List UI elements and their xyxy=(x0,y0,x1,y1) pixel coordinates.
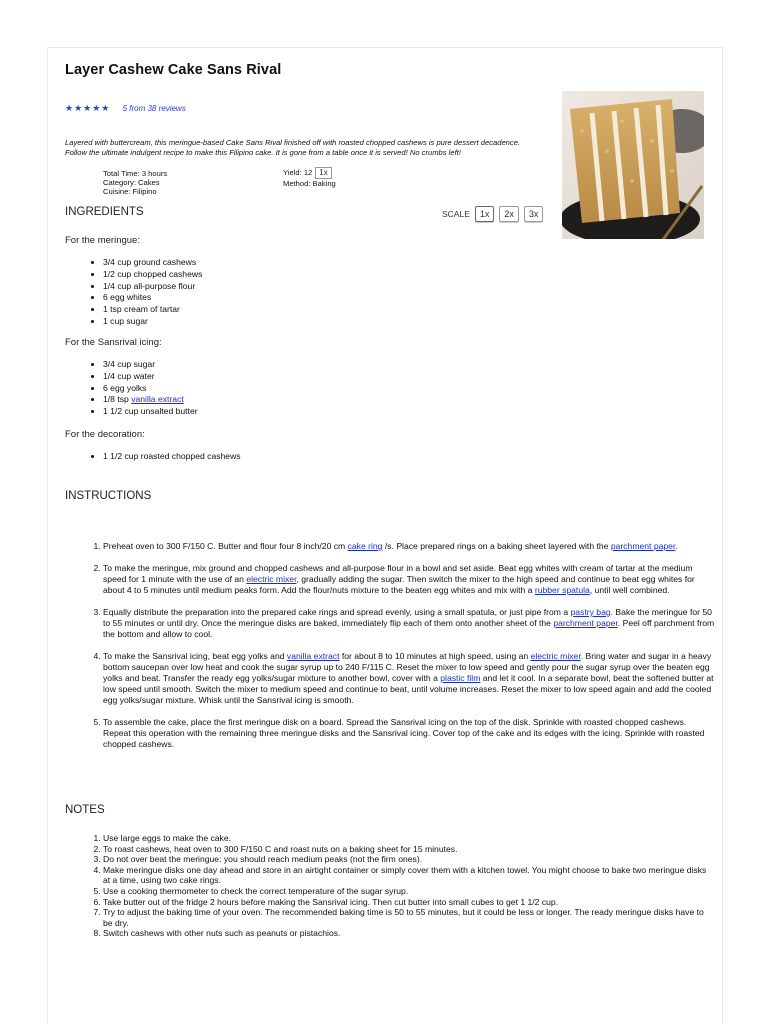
cuisine: Cuisine: Filipino xyxy=(103,187,157,196)
ingredient-list-meringue xyxy=(88,257,202,328)
cake-image-icon xyxy=(562,91,704,239)
yield: Yield: 12 1x xyxy=(283,167,336,179)
note-item: 7. Try to adjust the baking time of your oven. The recommended baking time is 50 to 55 minutes, but it could be less or longer. The ready meringue disks have to be dry. xyxy=(103,907,715,928)
rating-text: 5 from 38 reviews xyxy=(122,104,186,113)
list-item: • 6 egg whites xyxy=(103,292,202,304)
list-item: • 3/4 cup ground cashews xyxy=(103,257,202,269)
scale-3x-button[interactable]: 3x xyxy=(524,206,544,222)
list-item: • 1/2 cup chopped cashews xyxy=(103,269,202,281)
rubber-spatula-link[interactable]: rubber spatula xyxy=(534,585,590,595)
note-item: 8. Switch cashews with other nuts such as peanuts or pistachios. xyxy=(103,928,715,939)
instructions-heading: INSTRUCTIONS xyxy=(65,490,152,502)
electric-mixer-link[interactable]: electric mixer xyxy=(530,651,581,661)
instruction-step: 5. To assemble the cake, place the first meringue disk on a board. Spread the Sansrival icing on the top of the disk. Sprinkle with roasted chopped cashews. Repeat this operation with the remaining three meringue disks and the Sansrival icing. Cover top of the cake and its edges with the icing. Sprinkle with roasted chopped cashews. xyxy=(103,717,715,750)
ingredient-group-title: For the Sansrival icing: xyxy=(65,337,162,348)
note-item: 6. Take butter out of the fridge 2 hours before making the Sansrival icing. Then cut butter into small cubes to get 1 1/2 cup. xyxy=(103,897,715,908)
scale-2x-button[interactable]: 2x xyxy=(499,206,519,222)
recipe-meta-left xyxy=(103,169,167,196)
ingredient-group-title: For the meringue: xyxy=(65,235,140,246)
ingredient-list-icing xyxy=(88,359,198,418)
list-item: • 1 1/2 cup roasted chopped cashews xyxy=(103,451,241,463)
list-item: • 1/4 cup water xyxy=(103,371,198,383)
recipe-title: Layer Cashew Cake Sans Rival xyxy=(65,62,282,78)
category: Category: Cakes xyxy=(103,178,160,187)
note-item: 2. To roast cashews, heat oven to 300 F/150 C and roast nuts on a baking sheet for 15 minutes. xyxy=(103,844,715,855)
instructions-list xyxy=(88,541,715,761)
note-item: 1. Use large eggs to make the cake. xyxy=(103,833,715,844)
list-item: • 1/8 tsp vanilla extract xyxy=(103,394,198,406)
star-rating-icon[interactable]: ★★★★★ xyxy=(65,103,111,113)
scale-label: SCALE xyxy=(442,209,470,219)
recipe-meta-right xyxy=(283,167,336,188)
vanilla-extract-link[interactable]: vanilla extract xyxy=(131,394,184,405)
ingredient-list-decoration xyxy=(88,451,241,463)
ingredients-heading: INGREDIENTS xyxy=(65,206,144,218)
recipe-photo xyxy=(562,91,704,239)
list-item: • 1 tsp cream of tartar xyxy=(103,304,202,316)
method: Method: Baking xyxy=(283,179,336,188)
parchment-paper-link[interactable]: parchment paper xyxy=(553,618,618,628)
notes-list xyxy=(88,833,715,939)
pastry-bag-link[interactable]: pastry bag xyxy=(570,607,611,617)
list-item: • 6 egg yolks xyxy=(103,383,198,395)
ingredient-group-title: For the decoration: xyxy=(65,429,145,440)
instruction-step: 4. To make the Sansrival icing, beat egg yolks and vanilla extract for about 8 to 10 minutes at high speed, using an electric mixer. Bring water and sugar in a heavy bottom saucepan over low heat and cook the sugar syrup up to 240 F/115 C. Reset the mixer to low speed and gently pour the sugar syrup over the beaten egg yolks and beat. Transfer the ready egg yolks/sugar mixture to another bowl, cover with a plastic film and let it cool. In a separate bowl, beat the softened butter at low speed until smooth. Switch the mixer to medium speed and continue to beat, until volume increases. Reset the mixer to low speed again and add the cooled egg yolks/sugar mixture. Whisk until the Sansrival icing is smooth. xyxy=(103,651,715,706)
rating[interactable] xyxy=(65,103,186,114)
scale-1x-button[interactable]: 1x xyxy=(475,206,495,222)
electric-mixer-link[interactable]: electric mixer xyxy=(246,574,297,584)
yield-scale-button[interactable]: 1x xyxy=(315,167,331,179)
notes-heading: NOTES xyxy=(65,804,105,816)
list-item: • 3/4 cup sugar xyxy=(103,359,198,371)
vanilla-extract-link[interactable]: vanilla extract xyxy=(286,651,340,661)
scale-control xyxy=(442,206,543,222)
note-item: 4. Make meringue disks one day ahead and store in an airtight container or simply cover them with a kitchen towel. You might choose to bake two meringue disks at a time, using two cake rings. xyxy=(103,865,715,886)
cake-ring-link[interactable]: cake ring xyxy=(347,541,383,551)
instruction-step: 2. To make the meringue, mix ground and chopped cashews and all-purpose flour in a bowl and set aside. Beat egg whites with cream of tartar at the medium speed for 1 minute with the use of an electric mixer, gradually adding the sugar. Then switch the mixer to the high speed and continue to beat egg whites for about 4 to 5 minutes until medium peaks form. Add the flour/nuts mixture to the beaten egg whites and mix with a rubber spatula, until well combined. xyxy=(103,563,715,596)
instruction-step: 1. Preheat oven to 300 F/150 C. Butter and flour four 8 inch/20 cm cake ring /s. Place prepared rings on a baking sheet layered with the parchment paper. xyxy=(103,541,715,552)
parchment-paper-link[interactable]: parchment paper xyxy=(610,541,676,551)
plastic-film-link[interactable]: plastic film xyxy=(440,673,481,683)
instruction-step: 3. Equally distribute the preparation into the prepared cake rings and spread evenly, using a small spatula, or just pipe from a pastry bag. Bake the meringue for 50 to 55 minutes or until dry. Once the meringue disks are baked, immediately flip each of them onto another sheet of the parchment paper. Peel off parchment from the bottom and allow to cool. xyxy=(103,607,715,640)
total-time: Total Time: 3 hours xyxy=(103,169,168,178)
note-item: 3. Do not over beat the meringue: you should reach medium peaks (not the firm ones). xyxy=(103,854,715,865)
list-item: • 1/4 cup all-purpose flour xyxy=(103,281,202,293)
recipe-summary: Layered with buttercream, this meringue-based Cake Sans Rival finished off with roasted chopped cashews is pure dessert decadence. Follow the ultimate indulgent recipe to make this Filipino cake. It is gone from a table once it is served! No crumbs left! xyxy=(65,138,521,157)
note-item: 5. Use a cooking thermometer to check the correct temperature of the sugar syrup. xyxy=(103,886,715,897)
list-item: • 1 1/2 cup unsalted butter xyxy=(103,406,198,418)
list-item: • 1 cup sugar xyxy=(103,316,202,328)
